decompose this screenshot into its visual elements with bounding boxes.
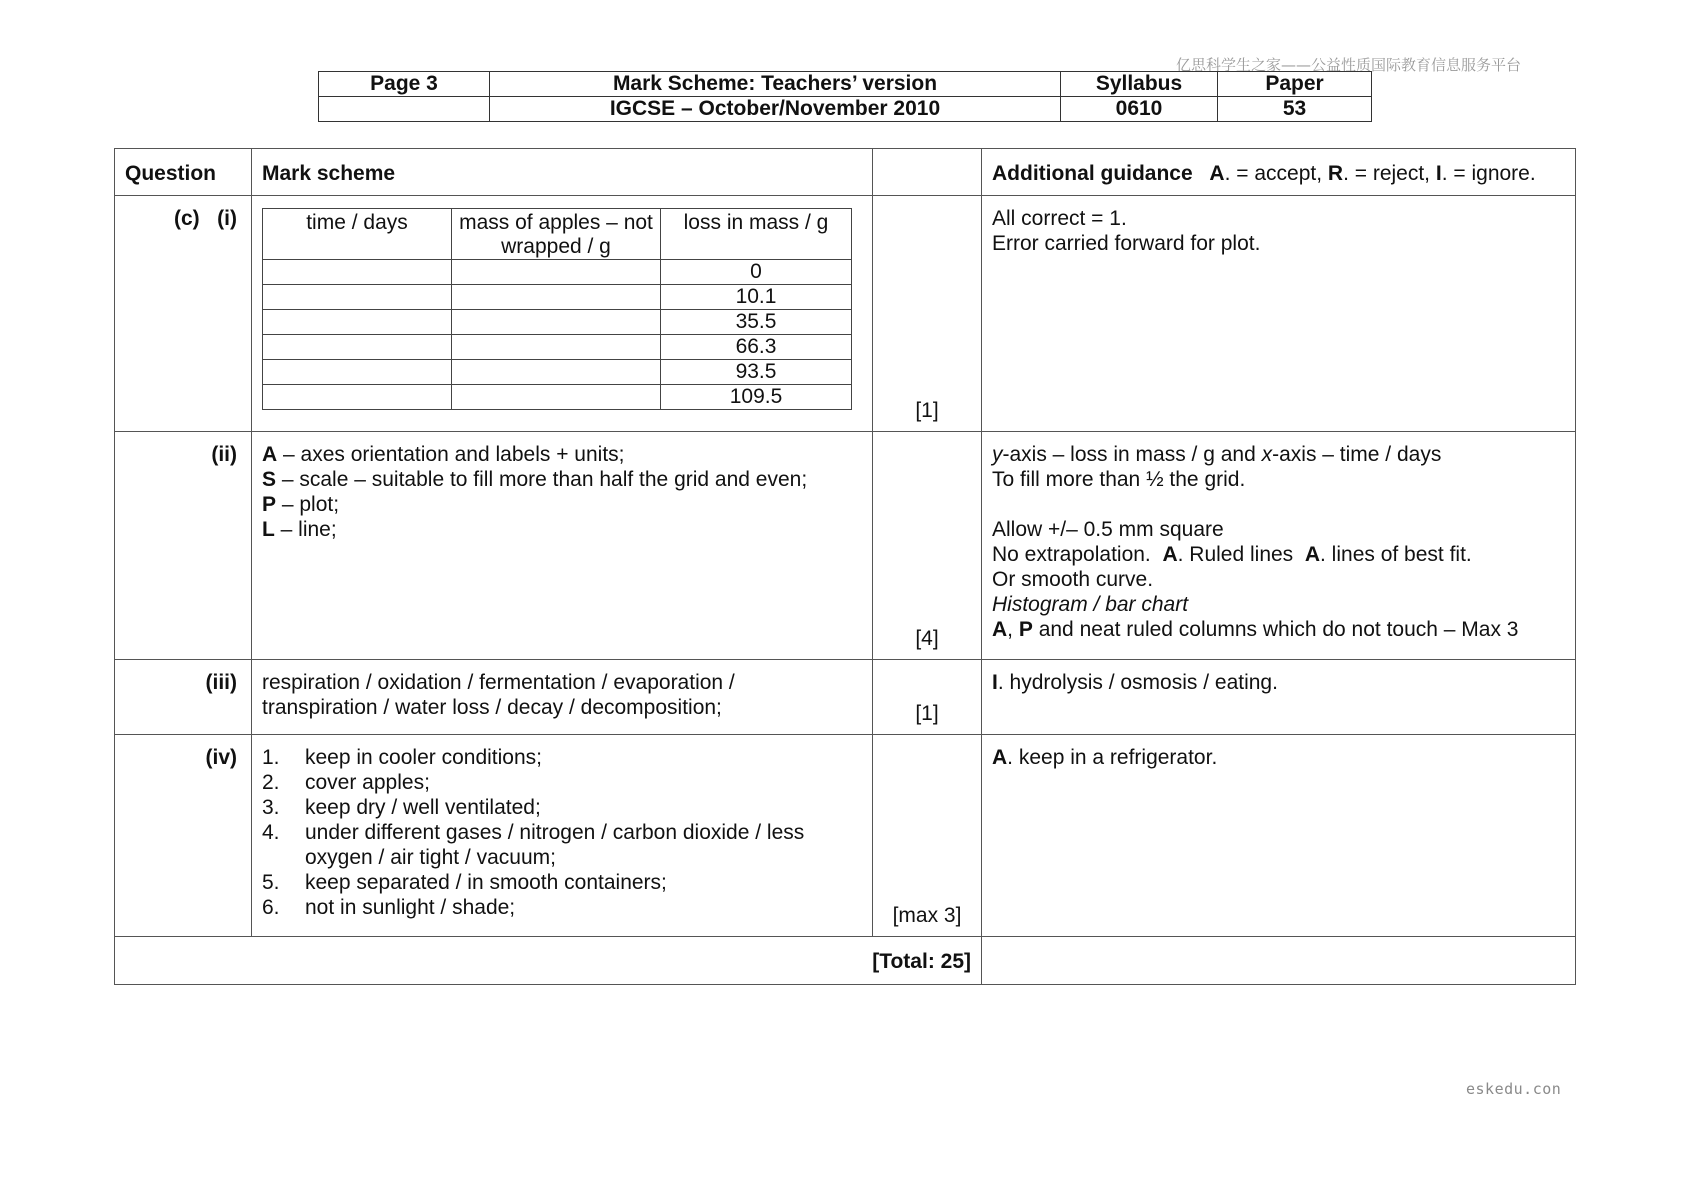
paper-number: 53 — [1218, 97, 1372, 122]
marking-point: P – plot; — [262, 493, 340, 516]
question-label-c-iv: (iv) — [115, 735, 252, 937]
table-header-row — [115, 149, 1576, 196]
document-subtitle: IGCSE – October/November 2010 — [490, 97, 1061, 122]
mark-scheme-header: Mark scheme — [252, 149, 873, 196]
row-c-ii — [115, 432, 1576, 660]
row-c-iv — [115, 735, 1576, 937]
guidance-line: All correct = 1. — [992, 207, 1127, 230]
table-row — [263, 310, 852, 335]
watermark-top: 亿思科学生之家——公益性质国际教育信息服务平台 — [1176, 56, 1522, 74]
table-row — [263, 260, 852, 285]
list-item: 1. keep in cooler conditions; — [262, 746, 542, 769]
question-label-c-ii: (ii) — [115, 432, 252, 660]
list-item: 6. not in sunlight / shade; — [262, 896, 516, 919]
guidance-header — [982, 149, 1576, 196]
mark-c-ii: [4] — [873, 432, 982, 660]
guidance-line: Error carried forward for plot. — [992, 232, 1261, 255]
total-guidance-empty — [982, 937, 1576, 985]
mark-scheme-c-iii — [252, 660, 873, 735]
loss-value: 10.1 — [661, 285, 852, 310]
header-empty-cell — [319, 97, 490, 122]
guidance-line: A, P and neat ruled columns which do not touch – Max 3 — [992, 618, 1519, 641]
inner-table-header — [263, 209, 852, 260]
guidance-line: Histogram / bar chart — [992, 593, 1189, 616]
mark-c-iv: [max 3] — [873, 735, 982, 937]
mark-c-iii: [1] — [873, 660, 982, 735]
loss-value: 35.5 — [661, 310, 852, 335]
loss-value: 109.5 — [661, 385, 852, 410]
table-row — [263, 335, 852, 360]
row-c-iii — [115, 660, 1576, 735]
loss-value: 93.5 — [661, 360, 852, 385]
page-number: Page 3 — [319, 72, 490, 97]
answer-line: transpiration / water loss / decay / decomposition; — [262, 696, 722, 719]
watermark-bottom: eskedu.con — [1466, 1080, 1562, 1098]
guidance-c-ii — [982, 432, 1576, 660]
loss-in-mass-table — [262, 208, 852, 410]
marking-point: S – scale – suitable to fill more than half the grid and even; — [262, 468, 808, 491]
guidance-label: Additional guidance — [992, 161, 1193, 185]
guidance-spacer — [992, 492, 1565, 517]
guidance-c-iv: A. keep in a refrigerator. — [982, 735, 1576, 937]
list-item: 4. under different gases / nitrogen / carbon dioxide / less oxygen / air tight / vacuum; — [262, 821, 805, 869]
ignore-text: . = ignore. — [1441, 161, 1536, 185]
marking-point: L – line; — [262, 518, 337, 541]
guidance-line: y-axis – loss in mass / g and x-axis – time / days — [992, 443, 1442, 466]
guidance-c-i — [982, 196, 1576, 432]
mark-scheme-c-ii — [252, 432, 873, 660]
table-row — [263, 360, 852, 385]
question-label-c-i: (c) (i) — [115, 196, 252, 432]
reject-text: . = reject, — [1343, 161, 1436, 185]
time-days-header: time / days — [263, 209, 452, 260]
table-row — [263, 385, 852, 410]
question-label-c-iii: (iii) — [115, 660, 252, 735]
table-row — [263, 285, 852, 310]
paper-label: Paper — [1218, 72, 1372, 97]
guidance-line: To fill more than ½ the grid. — [992, 468, 1246, 491]
syllabus-code: 0610 — [1061, 97, 1218, 122]
header-table — [318, 71, 1372, 122]
marking-point: A – axes orientation and labels + units; — [262, 443, 625, 466]
loss-value: 0 — [661, 260, 852, 285]
list-item: 5. keep separated / in smooth containers; — [262, 871, 667, 894]
mass-header: mass of apples – not wrapped / g — [452, 209, 661, 260]
mark-scheme-c-iv — [252, 735, 873, 937]
total-marks: [Total: 25] — [115, 937, 982, 985]
guidance-c-iii: I. hydrolysis / osmosis / eating. — [982, 660, 1576, 735]
list-item: 3. keep dry / well ventilated; — [262, 796, 541, 819]
accept-text: . = accept, — [1224, 161, 1328, 185]
mark-scheme-c-i — [252, 196, 873, 432]
loss-header: loss in mass / g — [661, 209, 852, 260]
guidance-line: Allow +/– 0.5 mm square — [992, 518, 1224, 541]
list-item: 2. cover apples; — [262, 771, 430, 794]
total-row — [115, 937, 1576, 985]
syllabus-label: Syllabus — [1061, 72, 1218, 97]
accept-key: A — [1209, 161, 1225, 185]
row-c-i — [115, 196, 1576, 432]
document-title: Mark Scheme: Teachers’ version — [490, 72, 1061, 97]
mark-c-i: [1] — [873, 196, 982, 432]
question-header: Question — [115, 149, 252, 196]
ignore-key: I — [1435, 161, 1442, 185]
loss-value: 66.3 — [661, 335, 852, 360]
guidance-line: No extrapolation. A. Ruled lines A. lines of best fit. — [992, 543, 1472, 566]
guidance-line: Or smooth curve. — [992, 568, 1154, 591]
mark-scheme-table — [114, 148, 1576, 985]
answer-line: respiration / oxidation / fermentation / evaporation / — [262, 671, 735, 694]
reject-key: R — [1327, 161, 1344, 185]
marks-header — [873, 149, 982, 196]
